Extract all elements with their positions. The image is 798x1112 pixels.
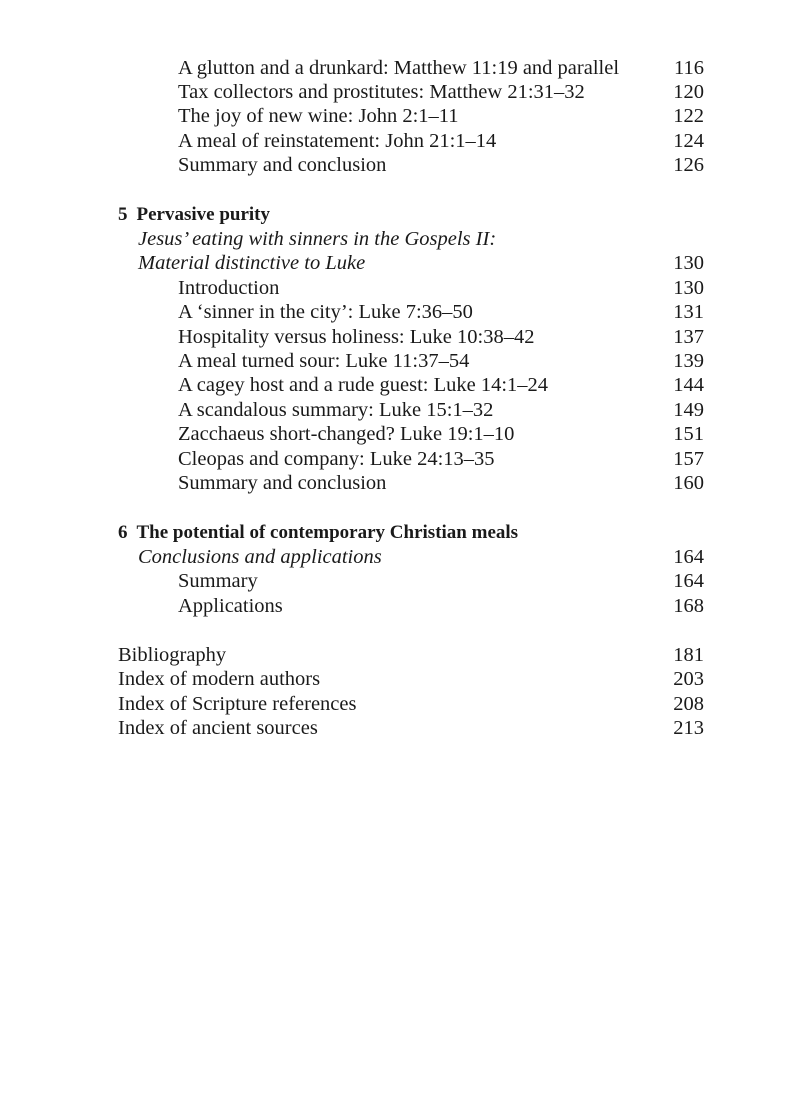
chapter-heading[interactable] <box>0 521 798 545</box>
toc-entry-page: 208 <box>673 693 704 715</box>
toc-entry[interactable] <box>0 56 798 80</box>
chapter-subtitle[interactable] <box>0 545 798 569</box>
toc-entry[interactable] <box>0 349 798 373</box>
toc-entry-title: Introduction <box>178 277 280 299</box>
toc-entry[interactable] <box>0 104 798 128</box>
toc-entry-title: Index of ancient sources <box>118 717 318 739</box>
toc-entry[interactable] <box>0 594 798 618</box>
toc-entry-page: 130 <box>673 277 704 299</box>
chapter-subtitle-line: Conclusions and applications <box>138 546 382 568</box>
chapter-number: 6 <box>118 522 128 543</box>
toc-entry-title: Bibliography <box>118 644 227 666</box>
toc-entry-title: A meal turned sour: Luke 11:37–54 <box>178 350 470 372</box>
toc-entry-page: 151 <box>673 423 704 445</box>
chapter-number: 5 <box>118 204 128 225</box>
toc-entry-title: Summary and conclusion <box>178 154 387 176</box>
toc-entry-page: 116 <box>674 57 704 79</box>
toc-entry-page: 213 <box>673 717 704 739</box>
toc-entry[interactable] <box>0 447 798 471</box>
toc-entry-title: The joy of new wine: John 2:1–11 <box>178 105 459 127</box>
toc-entry-page: 124 <box>673 130 704 152</box>
toc-entry[interactable] <box>0 692 798 716</box>
toc-entry-title: Hospitality versus holiness: Luke 10:38–42 <box>178 326 535 348</box>
toc-entry-title: Summary and conclusion <box>178 472 387 494</box>
toc-entry-page: 131 <box>673 301 704 323</box>
toc-entry-page: 130 <box>673 252 704 274</box>
chapter-subtitle[interactable] <box>0 251 798 275</box>
toc-entry-title: A scandalous summary: Luke 15:1–32 <box>178 399 494 421</box>
toc-entry[interactable] <box>0 153 798 177</box>
toc-entry-page: 203 <box>673 668 704 690</box>
toc-entry[interactable] <box>0 129 798 153</box>
toc-entry-title: A meal of reinstatement: John 21:1–14 <box>178 130 497 152</box>
toc-entry-page: 139 <box>673 350 704 372</box>
toc-entry[interactable] <box>0 422 798 446</box>
toc-entry[interactable] <box>0 373 798 397</box>
chapter-title <box>118 203 270 227</box>
toc-entry-page: 122 <box>673 105 704 127</box>
toc-entry-page: 164 <box>673 546 704 568</box>
chapter-title <box>118 521 518 545</box>
chapter-title-text: The potential of contemporary Christian meals <box>136 522 519 543</box>
toc-entry[interactable] <box>0 471 798 495</box>
toc-entry-title: Tax collectors and prostitutes: Matthew 21:31–32 <box>178 81 585 103</box>
toc-entry-page: 181 <box>673 644 704 666</box>
toc-entry[interactable] <box>0 300 798 324</box>
toc-entry[interactable] <box>0 325 798 349</box>
toc-entry-title: Applications <box>178 595 283 617</box>
toc-entry-title: Index of modern authors <box>118 668 321 690</box>
toc-entry-page: 120 <box>673 81 704 103</box>
toc-entry-title: A ‘sinner in the city’: Luke 7:36–50 <box>178 301 473 323</box>
toc-entry[interactable] <box>0 667 798 691</box>
toc-entry-page: 126 <box>673 154 704 176</box>
toc-entry[interactable] <box>0 80 798 104</box>
toc-entry-title: A cagey host and a rude guest: Luke 14:1–24 <box>178 374 549 396</box>
toc-entry-page: 157 <box>673 448 704 470</box>
toc-entry-title: Index of Scripture references <box>118 693 357 715</box>
toc-entry-page: 160 <box>673 472 704 494</box>
toc-entry-title: A glutton and a drunkard: Matthew 11:19 and parallel <box>178 57 620 79</box>
toc-entry[interactable] <box>0 716 798 740</box>
toc-entry-page: 149 <box>673 399 704 421</box>
chapter-subtitle <box>0 227 798 251</box>
toc-entry-page: 168 <box>673 595 704 617</box>
toc-entry[interactable] <box>0 276 798 300</box>
chapter-subtitle-line: Material distinctive to Luke <box>138 252 366 274</box>
toc-entry[interactable] <box>0 398 798 422</box>
chapter-subtitle-line: Jesus’ eating with sinners in the Gospels II: <box>138 228 497 250</box>
chapter-title-text: Pervasive purity <box>136 204 271 225</box>
toc-entry-page: 164 <box>673 570 704 592</box>
toc-entry-page: 144 <box>673 374 704 396</box>
toc-entry-title: Summary <box>178 570 258 592</box>
toc-entry-title: Zacchaeus short-changed? Luke 19:1–10 <box>178 423 515 445</box>
toc-entry[interactable] <box>0 643 798 667</box>
toc-entry-title: Cleopas and company: Luke 24:13–35 <box>178 448 495 470</box>
toc-entry-page: 137 <box>673 326 704 348</box>
toc-entry[interactable] <box>0 569 798 593</box>
chapter-heading[interactable] <box>0 203 798 227</box>
